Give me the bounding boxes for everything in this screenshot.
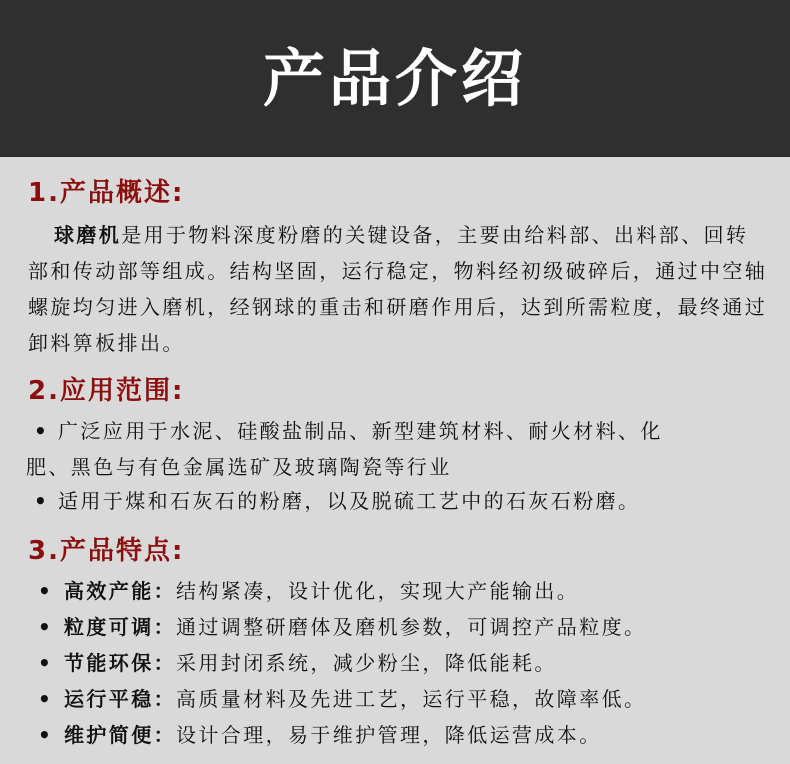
bullet-dot: • [34, 489, 50, 513]
bullet-dot: • [34, 419, 50, 443]
page-header [0, 0, 790, 157]
feature-desc: 采用封闭系统，减少粉尘，降低能耗。 [176, 651, 557, 675]
application-bullet-2-line1: 适用于煤和石灰石的粉磨，以及脱硫工艺中的石灰石粉磨。 [58, 489, 641, 513]
feature-desc: 设计合理，易于维护管理，降低运营成本。 [176, 723, 602, 747]
application-bullet-1 [26, 413, 774, 485]
feature-desc: 通过调整研磨体及磨机参数，可调控产品粒度。 [176, 615, 647, 639]
features-title: 3.产品特点: [28, 536, 185, 566]
application-bullet-1-line2: 肥、黑色与有色金属选矿及玻璃陶瓷等行业 [26, 455, 452, 479]
bullet-dot: • [38, 615, 54, 639]
feature-name: 高效产能： [64, 579, 176, 603]
feature-item [38, 573, 579, 609]
feature-name: 粒度可调： [64, 615, 176, 639]
feature-item [38, 681, 646, 717]
feature-item [38, 645, 557, 681]
overview-lead: 球磨机 [54, 223, 122, 247]
overview-title: 1.产品概述: [28, 178, 185, 208]
application-bullet-1-line1: 广泛应用于水泥、硅酸盐制品、新型建筑材料、耐火材料、化 [58, 419, 663, 443]
overview-text: 是用于物料深度粉磨的关键设备，主要由给料部、出料部、回转部和传动部等组成。结构坚固，运行稳定，物料经初级破碎后，通过中空轴螺旋均匀进入磨机，经钢球的重击和研磨作用后，达到所需粒度，最终通过卸料箅板排出。 [28, 223, 768, 355]
feature-item [38, 609, 646, 645]
feature-name: 维护简便： [64, 723, 176, 747]
bullet-dot: • [38, 579, 54, 603]
feature-desc: 高质量材料及先进工艺，运行平稳，故障率低。 [176, 687, 647, 711]
bullet-dot: • [38, 723, 54, 747]
feature-item [38, 717, 602, 753]
feature-desc: 结构紧凑，设计优化，实现大产能输出。 [176, 579, 580, 603]
feature-name: 节能环保： [64, 651, 176, 675]
application-bullet-2 [34, 483, 774, 519]
feature-name: 运行平稳： [64, 687, 176, 711]
page-title: 产品介绍 [262, 41, 527, 115]
application-title: 2.应用范围: [28, 376, 185, 406]
bullet-dot: • [38, 687, 54, 711]
overview-paragraph [28, 217, 768, 361]
bullet-dot: • [38, 651, 54, 675]
